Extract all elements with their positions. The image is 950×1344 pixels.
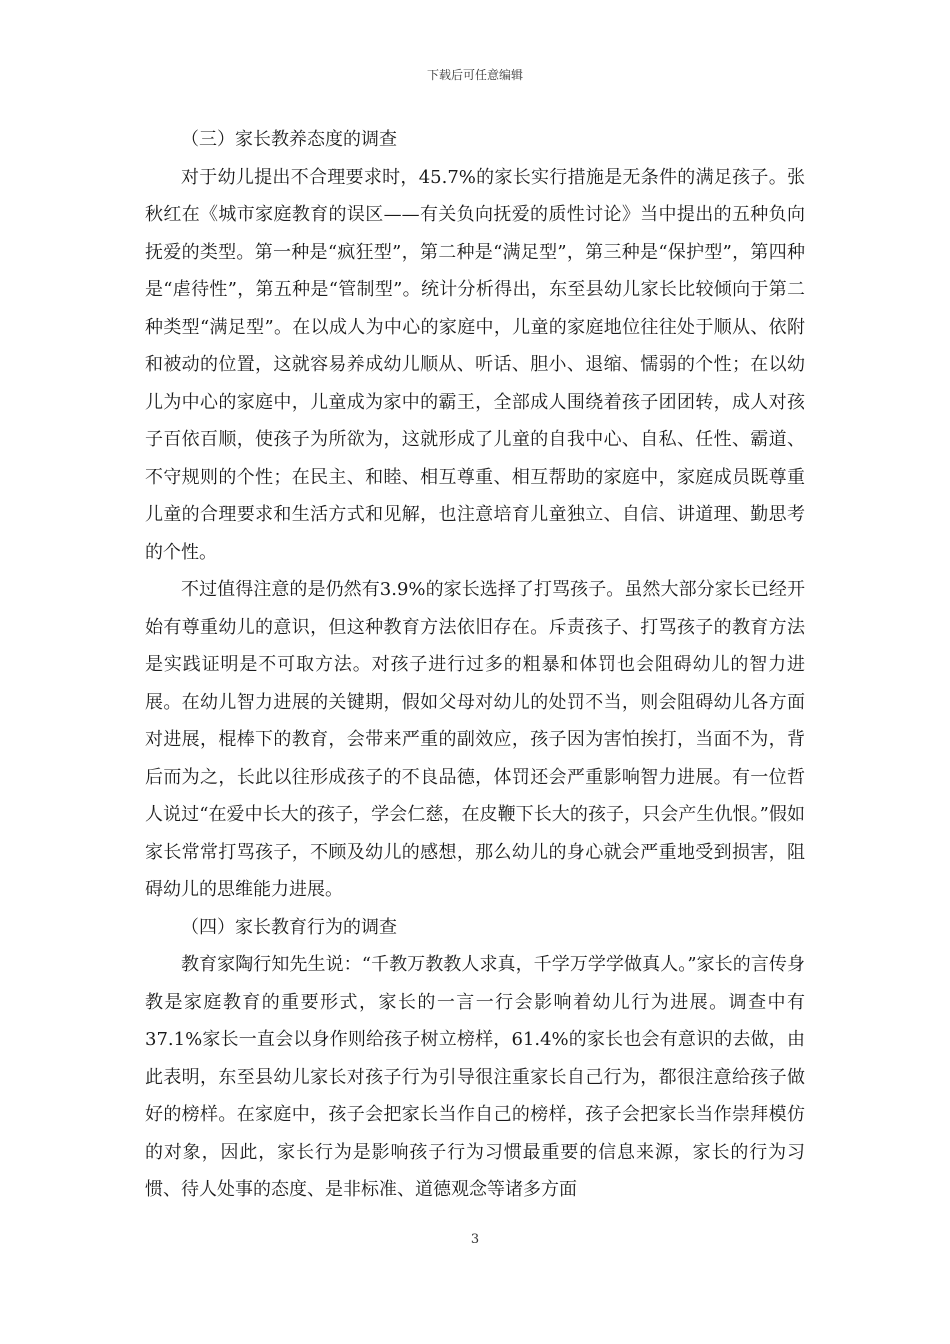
paragraph: 教育家陶行知先生说：“千教万教教人求真，千学万学学做真人。”家长的言传身教是家庭教育的重要形式，家长的一言一行会影响着幼儿行为进展。调查中有37.1%家长一直会以身作则给孩子树立榜样，61.4%的家长也会有意识的去做，由此表明，东至县幼儿家长对孩子行为引导很注重家长自己行为，都很注意给孩子做好的榜样。在家庭中，孩子会把家长当作自己的榜样，孩子会把家长当作崇拜模仿的对象，因此，家长行为是影响孩子行为习惯最重要的信息来源，家长的行为习惯、待人处事的态度、是非标准、道德观念等诸多方面	[145, 954, 805, 1200]
paragraph: 对于幼儿提出不合理要求时，45.7%的家长实行措施是无条件的满足孩子。张秋红在《城市家庭教育的误区——有关负向抚爱的质性讨论》当中提出的五种负向抚爱的类型。第一种是“疯狂型”，第二种是“满足型”，第三种是“保护型”，第四种是“虐待性”，第五种是“管制型”。统计分析得出，东至县幼儿家长比较倾向于第二种类型“满足型”。在以成人为中心的家庭中，儿童的家庭地位往往处于顺从、依附和被动的位置，这就容易养成幼儿顺从、听话、胆小、退缩、懦弱的个性；在以幼儿为中心的家庭中，儿童成为家中的霸王，全部成人围绕着孩子团团转，成人对孩子百依百顺，使孩子为所欲为，这就形成了儿童的自我中心、自私、任性、霸道、不守规则的个性；在民主、和睦、相互尊重、相互帮助的家庭中，家庭成员既尊重儿童的合理要求和生活方式和见解，也注意培育儿童独立、自信、讲道理、勤思考的个性。	[145, 166, 805, 563]
section-heading-3: （三）家长教养态度的调查	[181, 129, 397, 150]
paragraph: 不过值得注意的是仍然有3.9%的家长选择了打骂孩子。虽然大部分家长已经开始有尊重幼儿的意识，但这种教育方法依旧存在。斥责孩子、打骂孩子的教育方法是实践证明是不可取方法。对孩子进行过多的粗暴和体罚也会阻碍幼儿的智力进展。在幼儿智力进展的关键期，假如父母对幼儿的处罚不当，则会阻碍幼儿各方面对进展，棍棒下的教育，会带来严重的副效应，孩子因为害怕挨打，当面不为，背后而为之，长此以往形成孩子的不良品德，体罚还会严重影响智力进展。有一位哲人说过“在爱中长大的孩子，学会仁慈，在皮鞭下长大的孩子，只会产生仇恨。”假如家长常常打骂孩子，不顾及幼儿的感想，那么幼儿的身心就会严重地受到损害，阻碍幼儿的思维能力进展。	[145, 579, 805, 900]
section-heading-4: （四）家长教育行为的调查	[181, 916, 397, 938]
page-number: 3	[470, 1232, 480, 1247]
document-body	[145, 121, 805, 1209]
page-header: 下载后可任意编辑	[426, 68, 523, 82]
